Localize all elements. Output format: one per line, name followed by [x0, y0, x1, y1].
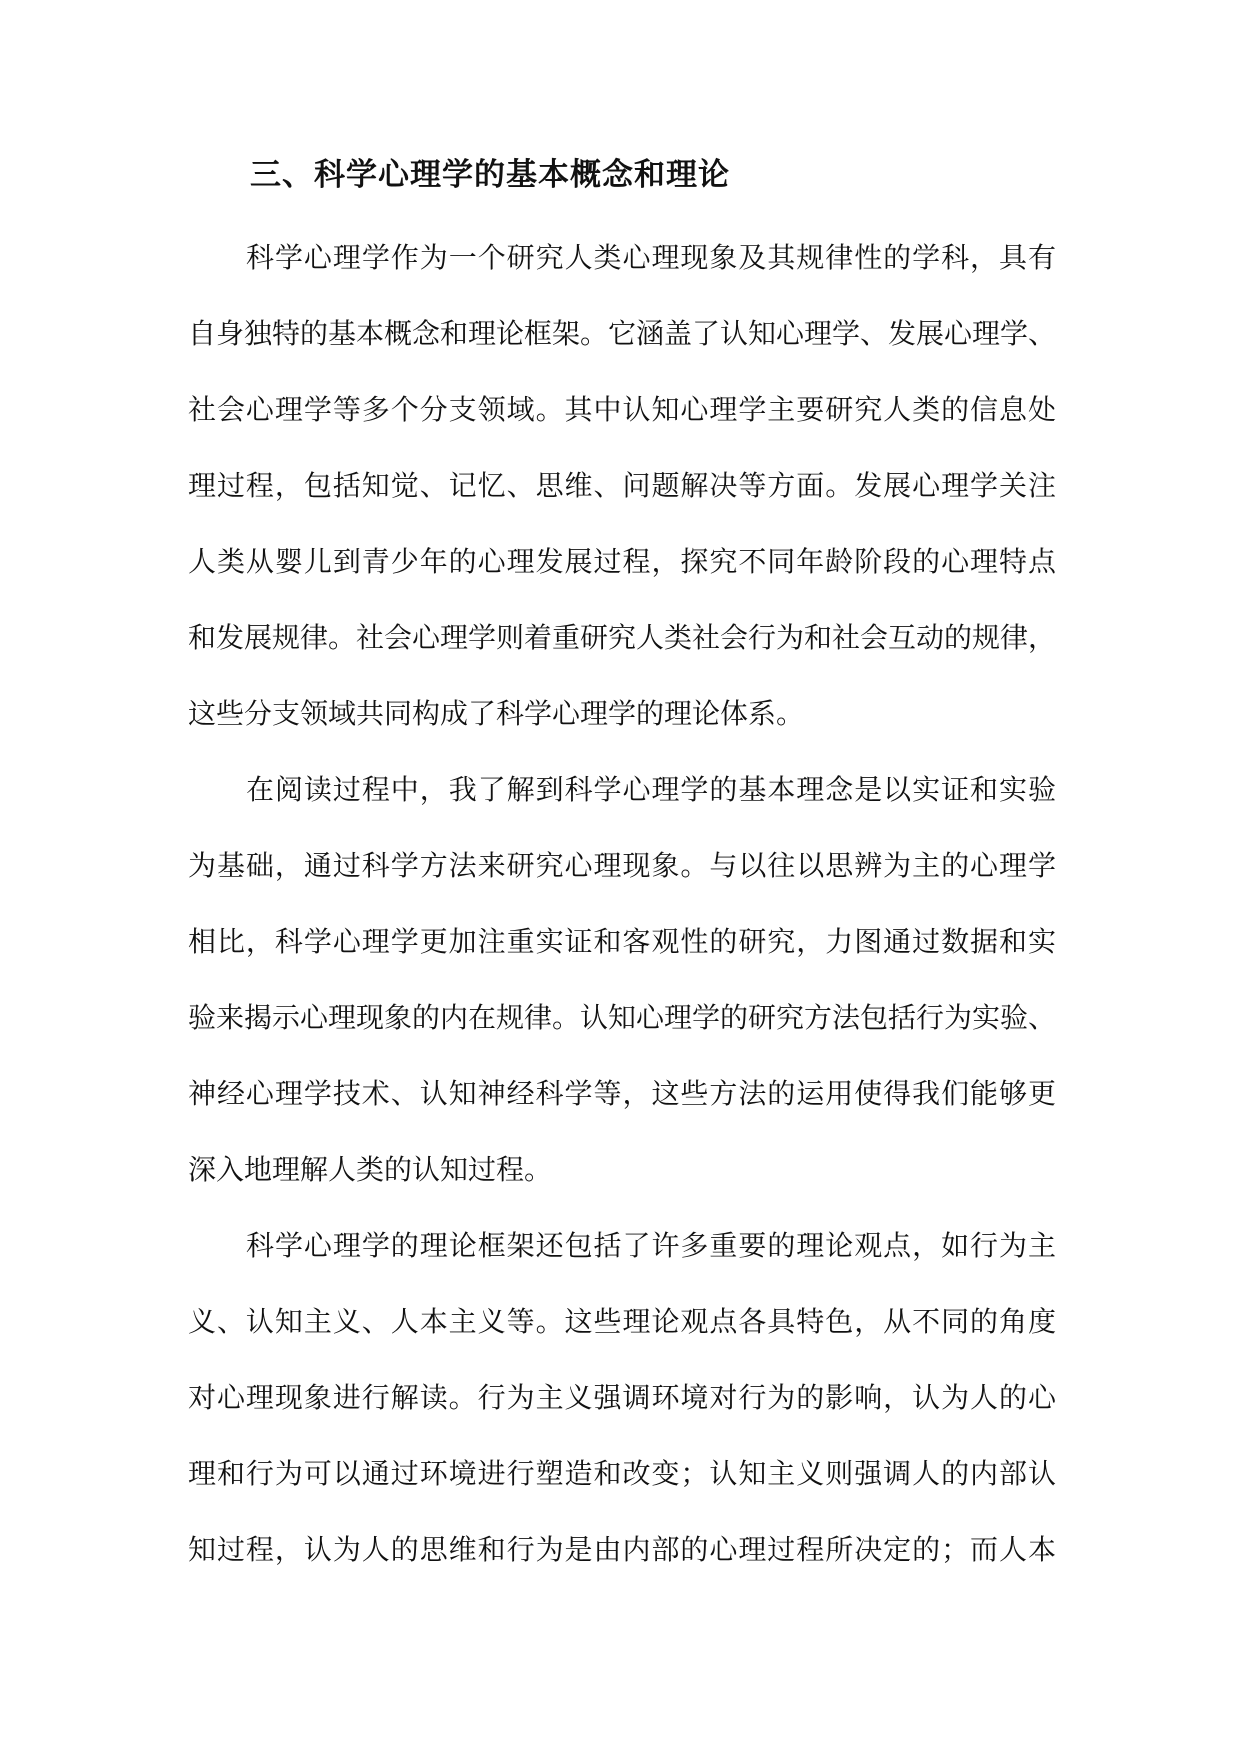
paragraph-line: 对心理现象进行解读。行为主义强调环境对行为的影响，认为人的心: [188, 1381, 1056, 1414]
paragraph-line: 科学心理学作为一个研究人类心理现象及其规律性的学科，具有: [246, 241, 1056, 274]
paragraph-line: 义、认知主义、人本主义等。这些理论观点各具特色，从不同的角度: [188, 1305, 1056, 1338]
paragraph-3: [188, 1208, 1056, 1588]
section-heading: 三、科学心理学的基本概念和理论: [250, 157, 730, 193]
paragraph-line: 人类从婴儿到青少年的心理发展过程，探究不同年龄阶段的心理特点: [188, 545, 1056, 578]
paragraph-line: 知过程，认为人的思维和行为是由内部的心理过程所决定的；而人本: [188, 1533, 1056, 1566]
paragraph-line: 理过程，包括知觉、记忆、思维、问题解决等方面。发展心理学关注: [188, 469, 1056, 502]
paragraph-line: 神经心理学技术、认知神经科学等，这些方法的运用使得我们能够更: [188, 1077, 1056, 1110]
paragraph-1: [188, 220, 1056, 752]
paragraph-line: 深入地理解人类的认知过程。: [188, 1153, 553, 1186]
paragraph-line: 为基础，通过科学方法来研究心理现象。与以往以思辨为主的心理学: [188, 849, 1056, 882]
paragraph-line: 社会心理学等多个分支领域。其中认知心理学主要研究人类的信息处: [188, 393, 1056, 426]
paragraph-line: 这些分支领域共同构成了科学心理学的理论体系。: [188, 697, 805, 730]
paragraph-line: 科学心理学的理论框架还包括了许多重要的理论观点，如行为主: [246, 1229, 1056, 1262]
paragraph-line: 验来揭示心理现象的内在规律。认知心理学的研究方法包括行为实验、: [188, 1001, 1057, 1034]
paragraph-line: 理和行为可以通过环境进行塑造和改变；认知主义则强调人的内部认: [188, 1457, 1056, 1490]
paragraph-line: 自身独特的基本概念和理论框架。它涵盖了认知心理学、发展心理学、: [188, 317, 1057, 350]
paragraph-2: [188, 752, 1056, 1208]
paragraph-line: 在阅读过程中，我了解到科学心理学的基本理念是以实证和实验: [246, 773, 1056, 806]
paragraph-line: 相比，科学心理学更加注重实证和客观性的研究，力图通过数据和实: [188, 925, 1056, 958]
paragraph-line: 和发展规律。社会心理学则着重研究人类社会行为和社会互动的规律，: [188, 621, 1057, 654]
